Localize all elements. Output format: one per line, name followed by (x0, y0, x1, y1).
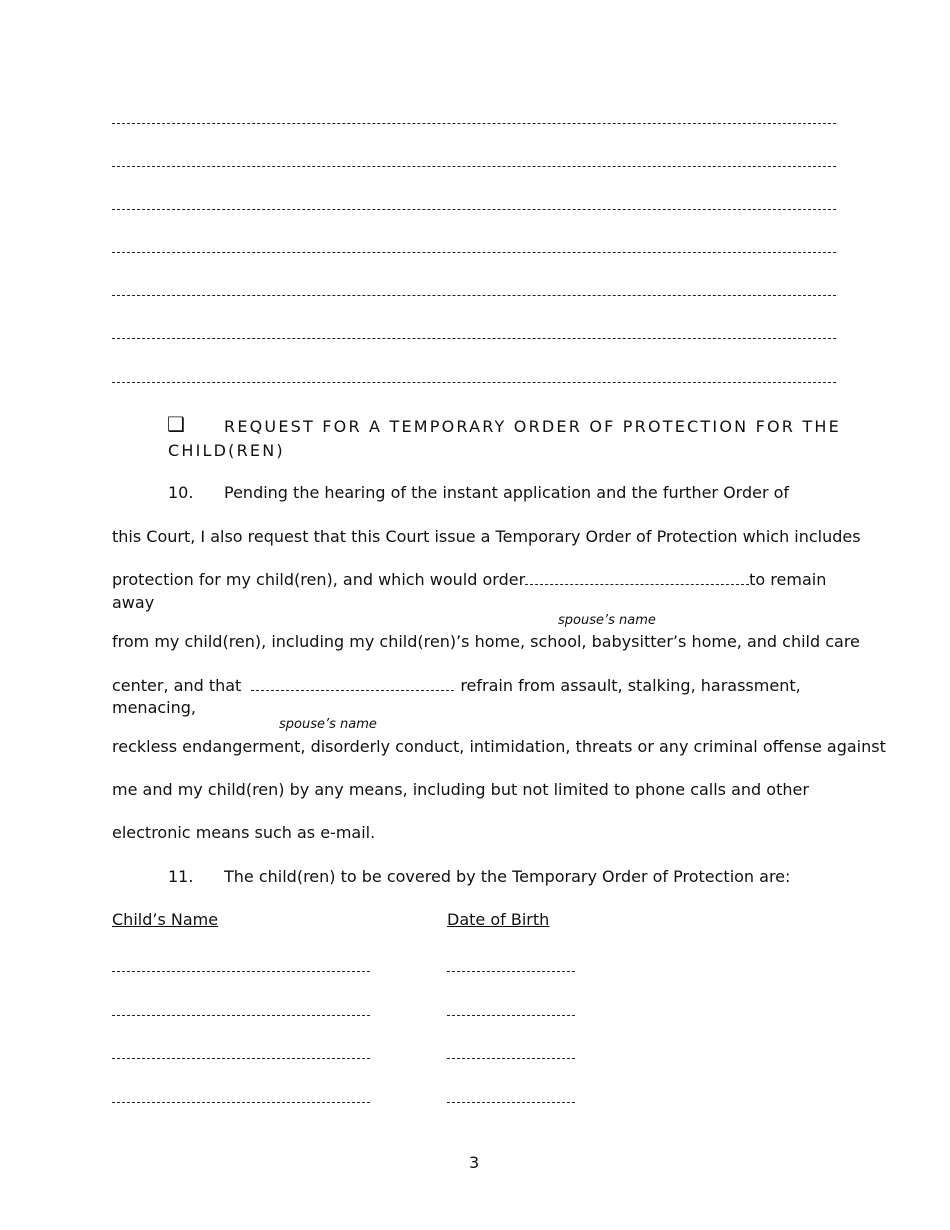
date-of-birth-blank[interactable] (447, 1102, 575, 1103)
child-name-blank[interactable] (112, 971, 370, 972)
blank-line[interactable] (112, 382, 836, 383)
date-of-birth-blank[interactable] (447, 1058, 575, 1059)
child-name-header: Child’s Name (112, 910, 219, 929)
para10-line1: Pending the hearing of the instant application and the further Order of (224, 483, 790, 502)
section-heading (168, 415, 841, 463)
blank-line[interactable] (112, 123, 836, 124)
para10-line6: reckless endangerment, disorderly conduct, intimidation, threats or any criminal offense against (112, 737, 886, 756)
para10-line5-end: refrain from assault, stalking, harassment, (460, 676, 801, 695)
spouse-name-blank-2[interactable] (251, 678, 454, 691)
para10-line3-end: to remain (749, 570, 827, 589)
para10-line3-start: protection for my child(ren), and which would order (112, 570, 526, 589)
para10-line3 (112, 570, 826, 589)
para10-line7: me and my child(ren) by any means, including but not limited to phone calls and other (112, 780, 809, 799)
request-checkbox[interactable]: ❑ (167, 412, 185, 436)
para11-text: The child(ren) to be covered by the Temporary Order of Protection are: (224, 867, 791, 886)
para10-line8: electronic means such as e-mail. (112, 823, 376, 842)
blank-line[interactable] (112, 252, 836, 253)
para10-number: 10. (168, 483, 194, 502)
blank-line[interactable] (112, 295, 836, 296)
date-of-birth-blank[interactable] (447, 1015, 575, 1016)
para10-line5 (112, 676, 801, 695)
spouse-name-blank-1[interactable] (525, 572, 749, 585)
blank-line[interactable] (112, 209, 836, 210)
blank-line[interactable] (112, 166, 836, 167)
spouse-name-caption-2: spouse’s name (279, 717, 377, 732)
date-of-birth-blank[interactable] (447, 971, 575, 972)
page-number: 3 (469, 1153, 480, 1172)
para10-line5-wrap: menacing, (112, 698, 196, 717)
para10-line5-start: center, and that (112, 676, 242, 695)
date-of-birth-header: Date of Birth (447, 910, 550, 929)
section-heading-line1: REQUEST FOR A TEMPORARY ORDER OF PROTECTION FOR THE (224, 417, 841, 436)
blank-line[interactable] (112, 338, 836, 339)
spouse-name-caption-1: spouse’s name (558, 613, 656, 628)
child-name-blank[interactable] (112, 1058, 370, 1059)
para10-line3-wrap: away (112, 593, 155, 612)
section-heading-line2: CHILD(REN) (168, 441, 285, 460)
para10-line4: from my child(ren), including my child(ren)’s home, school, babysitter’s home, and child care (112, 632, 860, 651)
child-name-blank[interactable] (112, 1102, 370, 1103)
para10-line2: this Court, I also request that this Court issue a Temporary Order of Protection which includes (112, 527, 861, 546)
para11-number: 11. (168, 867, 194, 886)
child-name-blank[interactable] (112, 1015, 370, 1016)
